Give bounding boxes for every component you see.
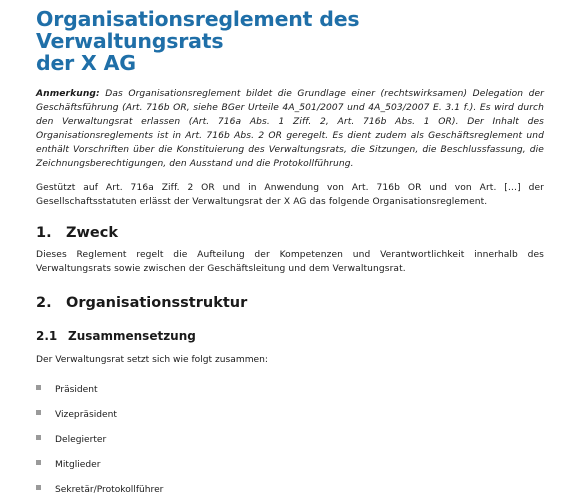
bullet-square-icon [36,435,41,440]
bullet-square-icon [36,460,41,465]
list-item-label: Delegierter [55,434,107,445]
title-line-1: Organisationsreglement des Verwaltungsrats [36,7,360,53]
list-item [36,402,544,427]
list-item-label: Sekretär/Protokollführer [55,484,164,495]
intro-paragraph: Gestützt auf Art. 716a Ziff. 2 OR und in Anwendung von Art. 716b OR und von Art. […] der Gesellschaftsstatuten erlässt der Verwaltungsrat der X AG das folgende Organisationsreglement. [36,183,544,207]
list-item [36,477,544,502]
bullet-square-icon [36,410,41,415]
note-text: Das Organisationsreglement bildet die Grundlage einer (rechtswirksamen) Delegation der Geschäftsführung (Art. 716b OR, siehe BGer Urteile 4A_501/2007 und 4A_503/2007 E. 3.1 f.). Es wird durch den Verwaltungsrat erlassen (Art. 716a Abs. 1 Ziff. 2, Art. 716b Abs. 1 OR). Der Inhalt des Organisationsreglements ist in Art. 716b Abs. 2 OR geregelt. Es dient zudem als Geschäftsreglement und enthält Vorschriften über die Konstituierung des Verwaltungsrats, die Sitzungen, die Beschlussfassung, die Zeichnungsberechtigungen, den Ausstand und die Protokollführung. [36,89,544,169]
title-line-2: der X AG [36,51,136,75]
list-item [36,377,544,402]
section-2-title: Organisationsstruktur [66,295,248,311]
list-item-label: Mitglieder [55,459,101,470]
section-2-1-heading [36,329,544,344]
note-paragraph [36,87,544,171]
document-title [36,8,544,74]
section-2-1-intro: Der Verwaltungsrat setzt sich wie folgt zusammen: [36,355,268,365]
list-item [36,452,544,477]
note-label: Anmerkung: [36,89,100,99]
list-item-label: Vizepräsident [55,409,117,420]
list-item-label: Präsident [55,384,98,395]
composition-list [36,377,544,502]
list-item [36,427,544,452]
section-1-heading [36,224,544,242]
section-1-title: Zweck [66,225,118,241]
section-1-text: Dieses Reglement regelt die Aufteilung der Kompetenzen und Verantwortlichkeit innerhalb des Verwaltungsrats sowie zwischen der Geschäftsleitung und dem Verwaltungsrat. [36,250,544,274]
bullet-square-icon [36,485,41,490]
section-2-number: 2. [36,295,52,311]
bullet-square-icon [36,385,41,390]
section-2-1-title: Zusammensetzung [68,329,196,343]
section-2-heading [36,294,544,312]
section-2-1-number: 2.1 [36,329,58,343]
section-1-number: 1. [36,225,52,241]
